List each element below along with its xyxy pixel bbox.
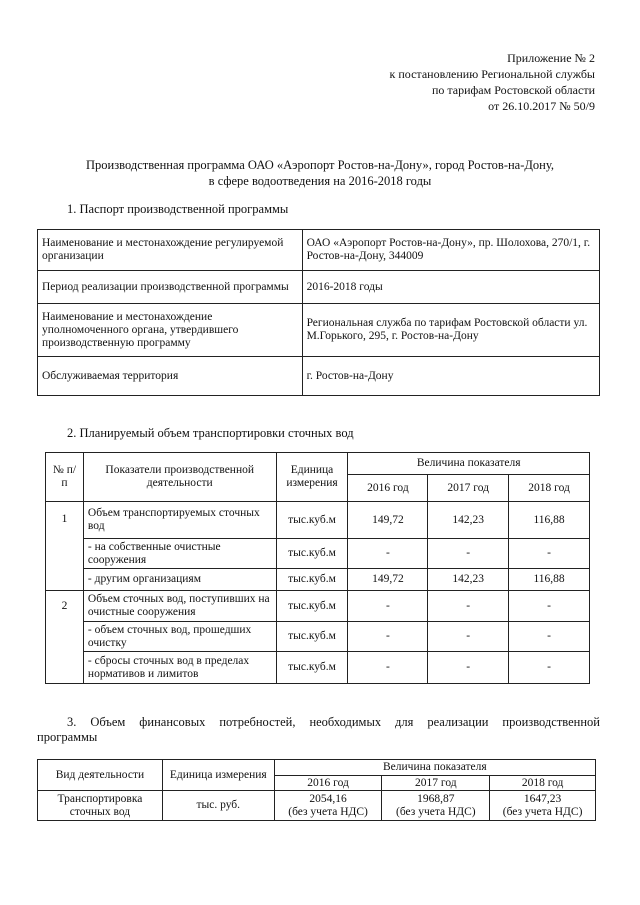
- row-value-2016: 149,72: [348, 569, 428, 591]
- appendix-line-3: по тарифам Ростовской области: [431, 83, 595, 97]
- appendix-line-1: Приложение № 2: [507, 51, 595, 65]
- row-value-2016: -: [348, 539, 428, 569]
- row-unit: тыс. руб.: [162, 791, 274, 821]
- row-unit: тыс.куб.м: [276, 539, 348, 569]
- row-value-2018: -: [509, 591, 590, 622]
- value-2016: 2054,16: [309, 793, 347, 805]
- row-indicator: Объем сточных вод, поступивших на очистные сооружения: [83, 591, 276, 622]
- table-row: [46, 652, 590, 684]
- vat-note: (без учета НДС): [502, 805, 583, 818]
- table-row: [38, 271, 600, 304]
- table-header-row: [38, 760, 596, 776]
- row-value-2016: -: [348, 622, 428, 652]
- vat-note: (без учета НДС): [288, 805, 368, 818]
- row-indicator: - сбросы сточных вод в пределах нормативов и лимитов: [83, 652, 276, 684]
- row-value-2017: 142,23: [428, 569, 509, 591]
- row-value-2017: 142,23: [428, 502, 509, 539]
- row-value-2018: -: [509, 622, 590, 652]
- table-row: [46, 569, 590, 591]
- value-2017: 1968,87: [417, 793, 455, 805]
- header-year-2016: 2016 год: [348, 475, 428, 502]
- table-row: [38, 357, 600, 396]
- row-value-2017: -: [428, 622, 509, 652]
- header-year-2016: 2016 год: [274, 776, 382, 791]
- row-num: 1: [46, 502, 84, 591]
- header-num: № п/п: [46, 453, 84, 502]
- passport-label: Наименование и местонахождение уполномоченного органа, утвердившего производственную программу: [38, 304, 303, 357]
- passport-table: [37, 229, 600, 396]
- row-indicator: Объем транспортируемых сточных вод: [83, 502, 276, 539]
- header-year-2018: 2018 год: [509, 475, 590, 502]
- appendix-line-4: от 26.10.2017 № 50/9: [488, 99, 595, 113]
- header-value: Величина показателя: [274, 760, 595, 776]
- table-row: [38, 304, 600, 357]
- row-value-2018: 116,88: [509, 502, 590, 539]
- row-unit: тыс.куб.м: [276, 622, 348, 652]
- row-indicator: - другим организациям: [83, 569, 276, 591]
- passport-value: г. Ростов-на-Дону: [302, 357, 599, 396]
- header-unit: Единица измерения: [276, 453, 348, 502]
- header-year-2017: 2017 год: [382, 776, 490, 791]
- table-row: [38, 230, 600, 271]
- value-2018: 1647,23: [523, 793, 562, 805]
- table-row: [46, 622, 590, 652]
- row-unit: тыс.куб.м: [276, 652, 348, 684]
- header-indicator: Показатели производственной деятельности: [83, 453, 276, 502]
- header-year-2018: 2018 год: [490, 776, 596, 791]
- finance-table: [37, 759, 596, 821]
- row-unit: тыс.куб.м: [276, 591, 348, 622]
- passport-value: 2016-2018 годы: [302, 271, 599, 304]
- row-num: 2: [46, 591, 84, 684]
- table-row: [46, 502, 590, 539]
- row-activity: Транспортировка сточных вод: [38, 791, 163, 821]
- row-value-2018: 116,88: [509, 569, 590, 591]
- row-value-2017: -: [428, 539, 509, 569]
- row-value-2018: -: [509, 539, 590, 569]
- row-value-2016: -: [348, 591, 428, 622]
- row-value-2016: -: [348, 652, 428, 684]
- transport-table: [45, 452, 590, 684]
- header-unit: Единица измерения: [162, 760, 274, 791]
- row-value-2016: 149,72: [348, 502, 428, 539]
- section3-heading: [37, 715, 600, 745]
- document-title: [0, 157, 640, 189]
- table-row: [46, 591, 590, 622]
- appendix-header: [390, 50, 595, 114]
- table-header-row: [46, 453, 590, 475]
- header-year-2017: 2017 год: [428, 475, 509, 502]
- title-line-2: в сфере водоотведения на 2016-2018 годы: [208, 174, 432, 188]
- appendix-line-2: к постановлению Региональной службы: [389, 67, 595, 81]
- row-unit: тыс.куб.м: [276, 569, 348, 591]
- vat-note: (без учета НДС): [396, 805, 476, 818]
- section3-heading-line-1: 3. Объем финансовых потребностей, необходимых для реализации производственной: [67, 715, 600, 729]
- section1-heading: 1. Паспорт производственной программы: [67, 202, 289, 216]
- header-activity: Вид деятельности: [38, 760, 163, 791]
- row-value-2017: -: [428, 591, 509, 622]
- header-value: Величина показателя: [348, 453, 590, 475]
- passport-value: ОАО «Аэропорт Ростов-на-Дону», пр. Шолохова, 270/1, г. Ростов-на-Дону, 344009: [302, 230, 599, 271]
- passport-label: Обслуживаемая территория: [38, 357, 303, 396]
- table-row: [46, 539, 590, 569]
- table-row: [38, 791, 596, 821]
- row-value-2017: [382, 791, 490, 821]
- row-value-2018: [490, 791, 596, 821]
- section3-heading-line-2: программы: [37, 730, 98, 744]
- section2-heading: 2. Планируемый объем транспортировки сточных вод: [67, 426, 354, 440]
- passport-label: Наименование и местонахождение регулируемой организации: [38, 230, 303, 271]
- row-value-2018: -: [509, 652, 590, 684]
- passport-value: Региональная служба по тарифам Ростовской области ул. М.Горького, 295, г. Ростов-на-Дону: [302, 304, 599, 357]
- row-value-2017: -: [428, 652, 509, 684]
- row-unit: тыс.куб.м: [276, 502, 348, 539]
- passport-label: Период реализации производственной программы: [38, 271, 303, 304]
- row-indicator: - на собственные очистные сооружения: [83, 539, 276, 569]
- row-value-2016: [274, 791, 382, 821]
- title-line-1: Производственная программа ОАО «Аэропорт Ростов-на-Дону», город Ростов-на-Дону,: [86, 158, 554, 172]
- row-indicator: - объем сточных вод, прошедших очистку: [83, 622, 276, 652]
